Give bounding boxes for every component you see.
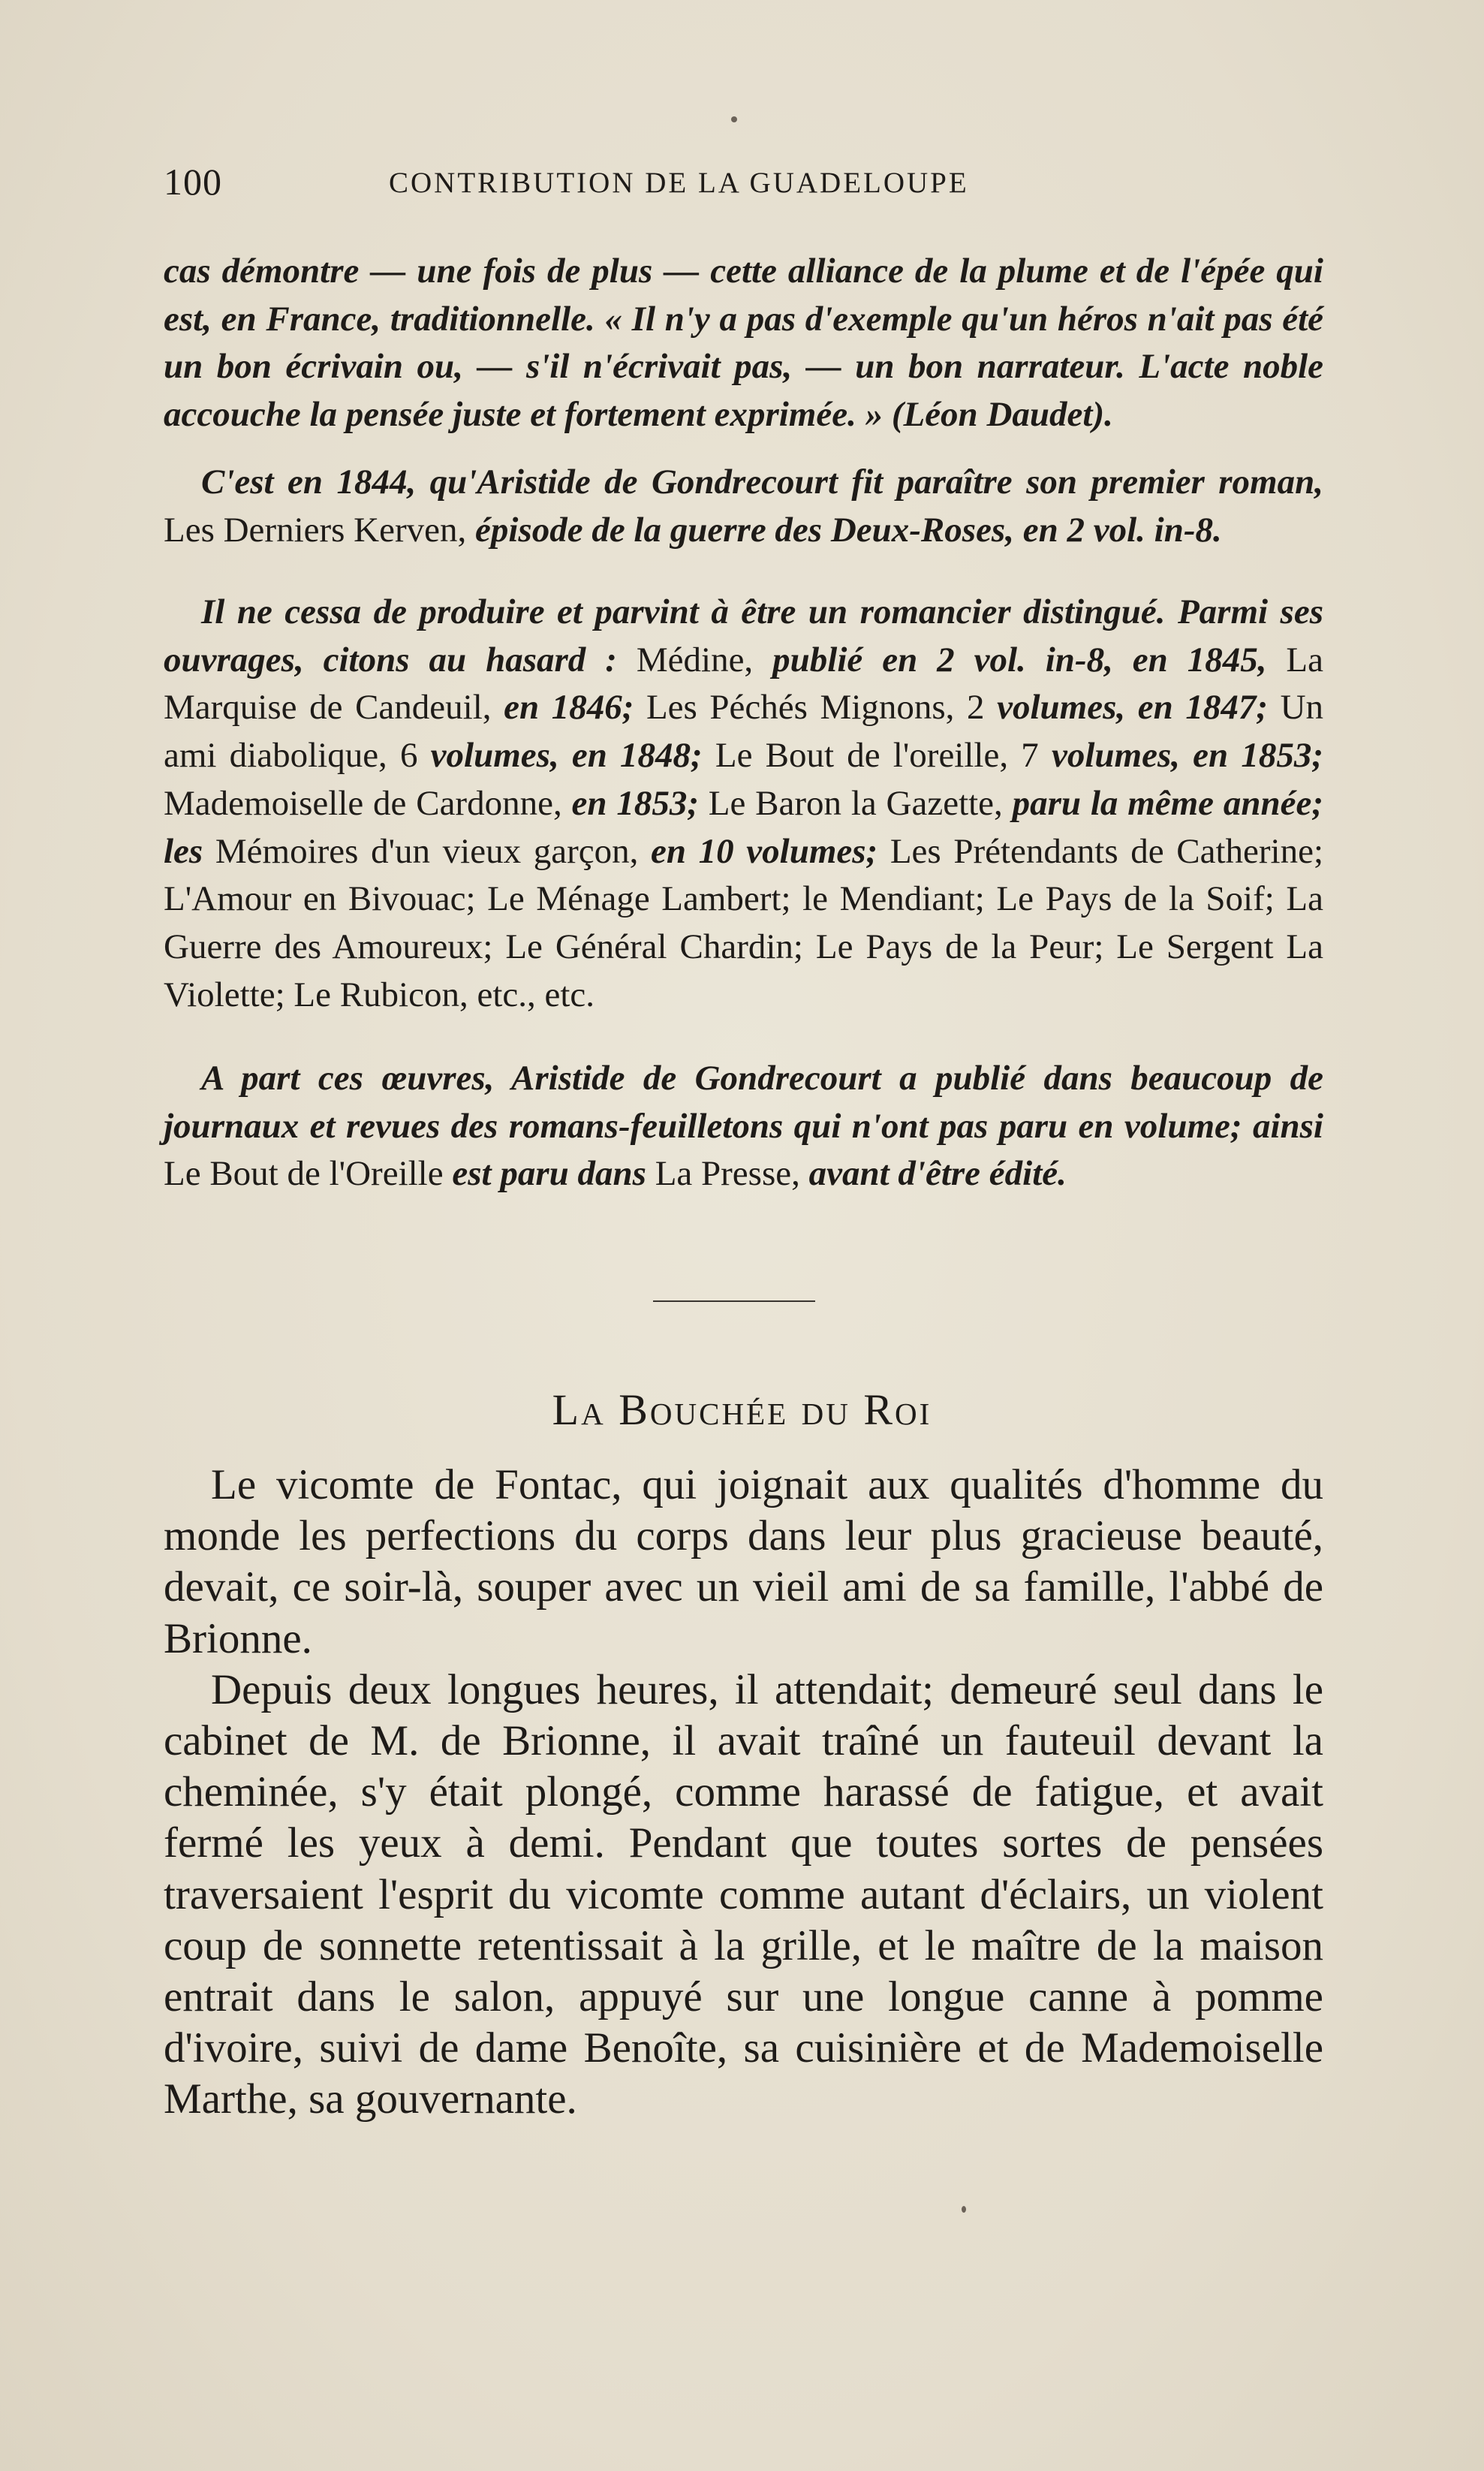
first-novel-text-end: épisode de la guerre des Deux-Roses, en 2 vol. in-8. — [475, 510, 1222, 550]
work-note: en 1846; — [504, 688, 646, 728]
story-body — [164, 1460, 1323, 2126]
work-title: La Marquise de Candeuil, — [164, 640, 1323, 728]
work-title: Le Bout de l'oreille, 7 — [715, 736, 1052, 776]
ink-speck — [731, 116, 737, 122]
works-list-paragraph — [164, 589, 1323, 1019]
page-number: 100 — [164, 161, 222, 203]
running-head: CONTRIBUTION DE LA GUADELOUPE — [389, 167, 969, 199]
work-note: volumes, en 1847; — [997, 688, 1281, 728]
story-paragraph: Depuis deux longues heures, il attendait; demeuré seul dans le cabinet de M. de Brionne, il avait traîné un fauteuil devant la cheminée, s'y était plongé, comme harassé de fatigue, et avait fermé les yeux à demi. Pendant que toutes sortes de pensées traversaient l'esprit du vicomte comme autant d'éclairs, un violent coup de sonnette retentissait à la grille, et le maître de la maison entrait dans le salon, appuyé sur une longue canne à pomme d'ivoire, suivi de dame Benoîte, sa cuisinière et de Mademoiselle Marthe, sa gouvernante. — [164, 1665, 1323, 2123]
work-title: Le Bout de l'Oreille — [164, 1154, 453, 1194]
serial-text: A part ces œuvres, Aristide de Gondrecourt a publié dans beaucoup de journaux et revues des romans-feuilletons qui n'ont pas paru en volume; ainsi — [164, 1059, 1323, 1146]
intro-paragraph — [164, 248, 1323, 439]
serial-text: avant d'être édité. — [808, 1154, 1067, 1194]
work-note: publié en 2 vol. in-8, en 1845, — [772, 640, 1287, 680]
serial-novels-paragraph — [164, 1055, 1323, 1198]
work-note: paru la même année; les — [164, 783, 1324, 871]
page-header — [164, 159, 1323, 212]
work-title-list: Les Prétendants de Catherine; L'Amour en Bivouac; Le Ménage Lambert; le Mendiant; Le Pays de la Soif; La Guerre des Amoureux; Le Général Chardin; Le Pays de la Peur; Le Sergent La Violette; Le Rubicon, etc., etc. — [164, 831, 1323, 1014]
work-title: Médine, — [636, 640, 773, 680]
story-paragraph: Le vicomte de Fontac, qui joignait aux qualités d'homme du monde les perfections du corps dans leur plus gracieuse beauté, devait, ce soir-là, souper avec un vieil ami de sa famille, l'abbé de Brionne. — [164, 1461, 1323, 1662]
work-title: Mademoiselle de Cardonne, — [164, 783, 572, 823]
intro-text: cas démontre — une fois de plus — cette alliance de la plume et de l'épée qui est, en France, traditionnelle. « Il n'y a pas d'exemple qu'un héros n'ait pas été un bon écrivain ou, — s'il n'écrivait pas, — un bon narrateur. L'acte noble accouche la pensée juste et fortement exprimée. » (Léon Daudet). — [164, 252, 1323, 435]
work-note: volumes, en 1848; — [430, 736, 715, 776]
first-novel-text: C'est en 1844, qu'Aristide de Gondrecourt fit paraître son premier roman, — [201, 463, 1323, 502]
works-intro: Il ne cessa de produire et parvint à être un romancier distingué. Parmi ses ouvrages, citons au hasard : — [164, 592, 1323, 680]
serial-text: est paru dans — [452, 1154, 655, 1194]
work-title: Mémoires d'un vieux garçon, — [215, 831, 651, 871]
newspaper-title: La Presse, — [655, 1154, 809, 1194]
first-novel-paragraph — [164, 459, 1323, 554]
work-title: Le Baron la Gazette, — [708, 783, 1013, 823]
work-note: volumes, en 1853; — [1051, 736, 1324, 776]
work-title: Les Péchés Mignons, 2 — [646, 688, 998, 728]
story-title: La Bouchée du Roi — [552, 1385, 932, 1434]
section-divider — [653, 1300, 815, 1302]
work-note: en 1853; — [571, 783, 709, 823]
first-novel-title: Les Derniers Kerven, — [164, 510, 475, 550]
work-title: Un ami diabolique, 6 — [164, 688, 1324, 776]
work-note: en 10 volumes; — [651, 831, 890, 871]
ink-speck — [962, 2206, 966, 2213]
